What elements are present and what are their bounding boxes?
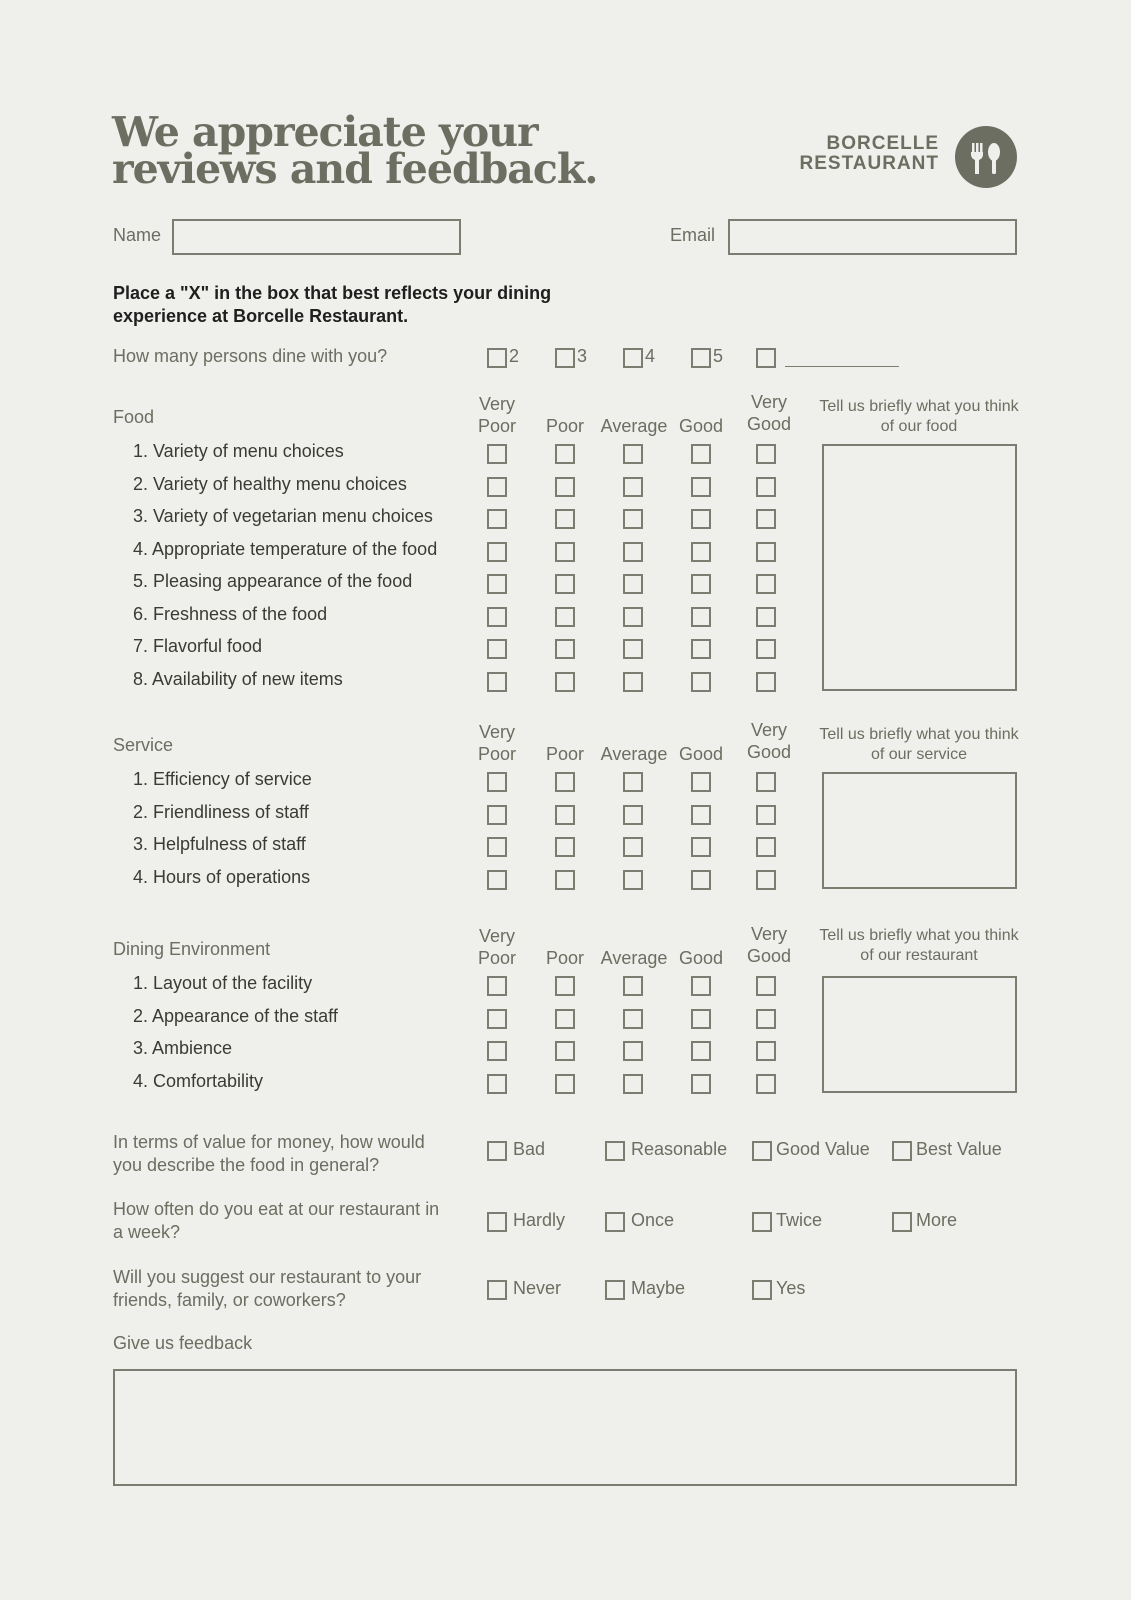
environment-2-poor-checkbox[interactable] [555,1009,575,1029]
service-header-very-poor: Very Poor [477,722,517,764]
food-6-poor-checkbox[interactable] [555,607,575,627]
environment-item-label: 4. Comfortability [133,1070,264,1091]
service-item-label: 4. Hours of operations [133,866,311,887]
food-comment-box[interactable] [822,444,1017,691]
service-4-average-checkbox[interactable] [623,870,643,890]
food-3-average-checkbox[interactable] [623,509,643,529]
service-1-poor-checkbox[interactable] [555,772,575,792]
service-comment-box[interactable] [822,772,1017,889]
food-5-poor-checkbox[interactable] [555,574,575,594]
environment-header-average: Average [600,948,668,968]
persons-3-label: 3 [577,346,588,366]
instructions-text: Place a "X" in the box that best reflects your dining experience at Borcelle Restaurant. [113,283,552,326]
environment-header-very-poor: Very Poor [477,926,517,968]
name-label: Name [113,225,162,245]
service-4-good-checkbox[interactable] [691,870,711,890]
environment-3-good-checkbox[interactable] [691,1041,711,1061]
food-6-average-checkbox[interactable] [623,607,643,627]
service-2-poor-checkbox[interactable] [555,805,575,825]
fork-spoon-icon [955,126,1017,188]
page-title [112,108,632,193]
food-6-very-good-checkbox[interactable] [756,607,776,627]
environment-note-label: Tell us briefly what you think of our restaurant [819,927,1019,964]
food-item-label: 5. Pleasing appearance of the food [133,571,413,591]
service-3-very-poor-checkbox[interactable] [487,837,507,857]
brand-line-1: BORCELLE [826,133,939,154]
food-7-poor-checkbox[interactable] [555,639,575,659]
environment-3-very-poor-checkbox[interactable] [487,1041,507,1061]
environment-4-very-good-checkbox[interactable] [756,1074,776,1094]
food-1-very-good-checkbox[interactable] [756,444,776,464]
food-item-label: 8. Availability of new items [133,668,343,689]
value-best-value-checkbox[interactable] [892,1141,912,1161]
title-line-1: We appreciate your [112,108,538,156]
food-6-good-checkbox[interactable] [691,607,711,627]
brand-name [800,134,939,174]
service-1-very-good-checkbox[interactable] [756,772,776,792]
food-2-very-poor-checkbox[interactable] [487,477,507,497]
food-item-label: 4. Appropriate temperature of the food [133,538,438,559]
email-input[interactable] [728,219,1017,255]
food-item-label: 7. Flavorful food [133,636,263,656]
frequency-twice-label: Twice [776,1210,823,1230]
environment-2-good-checkbox[interactable] [691,1009,711,1029]
food-item-label: 6. Freshness of the food [133,603,328,624]
food-3-very-good-checkbox[interactable] [756,509,776,529]
frequency-question: How often do you eat at our restaurant in a week? [113,1199,440,1242]
service-3-good-checkbox[interactable] [691,837,711,857]
persons-4-checkbox[interactable] [623,348,643,368]
value-good-value-label: Good Value [776,1139,870,1159]
feedback-textarea[interactable] [113,1369,1017,1486]
value-best-value-label: Best Value [916,1139,1002,1159]
environment-2-average-checkbox[interactable] [623,1009,643,1029]
food-4-very-poor-checkbox[interactable] [487,542,507,562]
service-4-very-good-checkbox[interactable] [756,870,776,890]
frequency-hardly-checkbox[interactable] [487,1212,507,1232]
food-header-good: Good [678,416,724,436]
food-1-very-poor-checkbox[interactable] [487,444,507,464]
service-section-label: Service [113,735,174,755]
environment-1-very-poor-checkbox[interactable] [487,976,507,996]
food-1-average-checkbox[interactable] [623,444,643,464]
environment-4-average-checkbox[interactable] [623,1074,643,1094]
value-bad-label: Bad [513,1139,546,1159]
environment-section-label: Dining Environment [113,939,271,959]
recommend-yes-label: Yes [776,1278,806,1298]
food-section-label: Food [113,407,155,427]
persons-2-label: 2 [509,346,520,366]
food-7-good-checkbox[interactable] [691,639,711,659]
food-8-average-checkbox[interactable] [623,672,643,692]
environment-header-good: Good [678,948,724,968]
value-reasonable-label: Reasonable [631,1139,728,1159]
title-line-2: reviews and feedback. [112,145,598,193]
environment-3-poor-checkbox[interactable] [555,1041,575,1061]
food-item-label: 1. Variety of menu choices [133,441,344,461]
frequency-once-label: Once [631,1210,675,1230]
service-header-average: Average [600,744,668,764]
persons-2-checkbox[interactable] [487,348,507,368]
food-5-good-checkbox[interactable] [691,574,711,594]
value-reasonable-checkbox[interactable] [605,1141,625,1161]
food-2-poor-checkbox[interactable] [555,477,575,497]
service-item-label: 1. Efficiency of service [133,769,312,789]
environment-4-poor-checkbox[interactable] [555,1074,575,1094]
food-7-very-good-checkbox[interactable] [756,639,776,659]
environment-1-very-good-checkbox[interactable] [756,976,776,996]
food-4-very-good-checkbox[interactable] [756,542,776,562]
recommend-never-label: Never [513,1278,562,1298]
brand-line-2: RESTAURANT [799,153,939,174]
email-label: Email [670,225,716,245]
food-3-good-checkbox[interactable] [691,509,711,529]
food-header-average: Average [600,416,668,436]
value-bad-checkbox[interactable] [487,1141,507,1161]
environment-3-average-checkbox[interactable] [623,1041,643,1061]
frequency-once-checkbox[interactable] [605,1212,625,1232]
persons-other-input[interactable] [785,366,899,367]
persons-question: How many persons dine with you? [113,346,388,366]
feedback-label: Give us feedback [113,1333,253,1353]
value-good-value-checkbox[interactable] [752,1141,772,1161]
service-item-label: 3. Helpfulness of staff [133,834,306,854]
persons-other-checkbox[interactable] [756,348,776,368]
food-1-good-checkbox[interactable] [691,444,711,464]
service-2-average-checkbox[interactable] [623,805,643,825]
food-header-very-good: Very Good [746,392,792,434]
environment-4-very-poor-checkbox[interactable] [487,1074,507,1094]
environment-1-poor-checkbox[interactable] [555,976,575,996]
food-7-average-checkbox[interactable] [623,639,643,659]
food-header-very-poor: Very Poor [477,394,517,436]
food-2-average-checkbox[interactable] [623,477,643,497]
recommend-maybe-label: Maybe [631,1278,686,1298]
value-question: In terms of value for money, how would you describe the food in general? [113,1132,425,1175]
food-1-poor-checkbox[interactable] [555,444,575,464]
food-4-poor-checkbox[interactable] [555,542,575,562]
name-input[interactable] [172,219,461,255]
service-3-poor-checkbox[interactable] [555,837,575,857]
environment-2-very-poor-checkbox[interactable] [487,1009,507,1029]
service-header-very-good: Very Good [746,720,792,762]
food-5-very-good-checkbox[interactable] [756,574,776,594]
service-header-good: Good [678,744,724,764]
food-header-poor: Poor [545,416,585,436]
environment-4-good-checkbox[interactable] [691,1074,711,1094]
environment-item-label: 1. Layout of the facility [133,973,313,993]
frequency-more-label: More [916,1210,958,1230]
food-7-very-poor-checkbox[interactable] [487,639,507,659]
food-2-very-good-checkbox[interactable] [756,477,776,497]
environment-2-very-good-checkbox[interactable] [756,1009,776,1029]
food-8-poor-checkbox[interactable] [555,672,575,692]
environment-3-very-good-checkbox[interactable] [756,1041,776,1061]
frequency-more-checkbox[interactable] [892,1212,912,1232]
persons-5-label: 5 [713,346,724,366]
service-1-average-checkbox[interactable] [623,772,643,792]
environment-item-label: 3. Ambience [133,1038,233,1058]
recommend-maybe-checkbox[interactable] [605,1280,625,1300]
food-8-very-good-checkbox[interactable] [756,672,776,692]
frequency-twice-checkbox[interactable] [752,1212,772,1232]
food-8-good-checkbox[interactable] [691,672,711,692]
food-item-label: 2. Variety of healthy menu choices [133,473,407,494]
environment-comment-box[interactable] [822,976,1017,1093]
food-5-very-poor-checkbox[interactable] [487,574,507,594]
service-item-label: 2. Friendliness of staff [133,801,309,822]
food-item-label: 3. Variety of vegetarian menu choices [133,506,433,526]
recommend-question: Will you suggest our restaurant to your friends, family, or coworkers? [113,1267,422,1310]
recommend-yes-checkbox[interactable] [752,1280,772,1300]
service-header-poor: Poor [545,744,585,764]
environment-item-label: 2. Appearance of the staff [133,1005,338,1026]
service-2-very-poor-checkbox[interactable] [487,805,507,825]
service-3-average-checkbox[interactable] [623,837,643,857]
food-8-very-poor-checkbox[interactable] [487,672,507,692]
food-6-very-poor-checkbox[interactable] [487,607,507,627]
food-4-average-checkbox[interactable] [623,542,643,562]
persons-4-label: 4 [645,346,656,366]
service-2-good-checkbox[interactable] [691,805,711,825]
persons-5-checkbox[interactable] [691,348,711,368]
service-1-good-checkbox[interactable] [691,772,711,792]
food-5-average-checkbox[interactable] [623,574,643,594]
food-4-good-checkbox[interactable] [691,542,711,562]
service-4-poor-checkbox[interactable] [555,870,575,890]
food-note-label: Tell us briefly what you think of our food [819,398,1019,435]
service-note-label: Tell us briefly what you think of our service [819,726,1019,763]
service-4-very-poor-checkbox[interactable] [487,870,507,890]
environment-1-average-checkbox[interactable] [623,976,643,996]
frequency-hardly-label: Hardly [513,1210,566,1230]
environment-header-very-good: Very Good [746,924,792,966]
food-3-very-poor-checkbox[interactable] [487,509,507,529]
persons-3-checkbox[interactable] [555,348,575,368]
service-3-very-good-checkbox[interactable] [756,837,776,857]
food-2-good-checkbox[interactable] [691,477,711,497]
environment-1-good-checkbox[interactable] [691,976,711,996]
recommend-never-checkbox[interactable] [487,1280,507,1300]
food-3-poor-checkbox[interactable] [555,509,575,529]
service-1-very-poor-checkbox[interactable] [487,772,507,792]
service-2-very-good-checkbox[interactable] [756,805,776,825]
environment-header-poor: Poor [545,948,585,968]
